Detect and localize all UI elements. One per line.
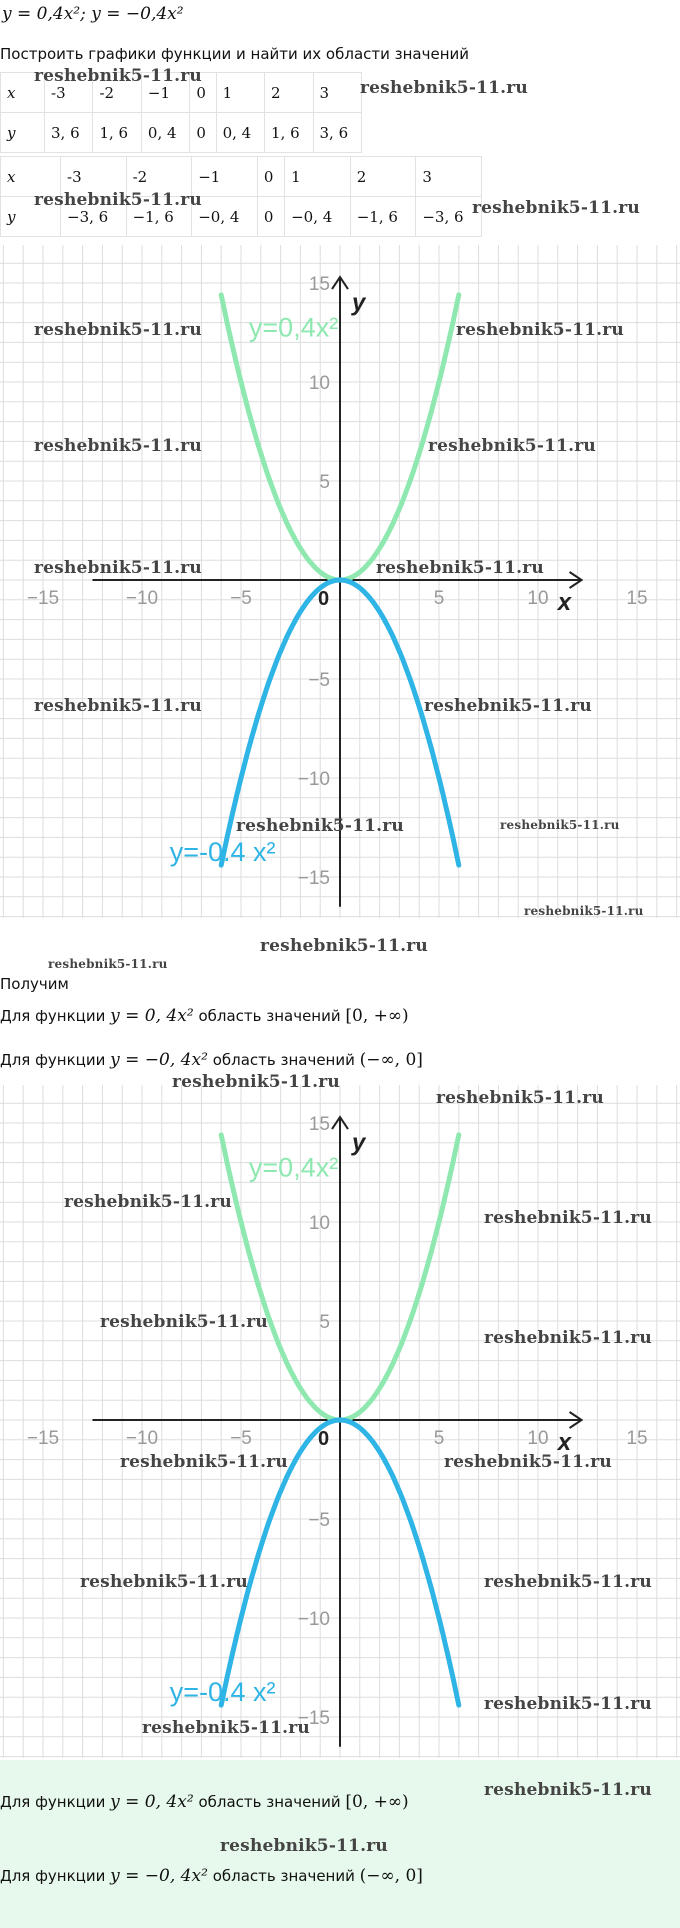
range-formula: y = 0, 4x²	[110, 1006, 194, 1026]
range-line-1-bottom	[0, 1792, 409, 1812]
table-cell: -3	[61, 157, 127, 197]
x-tick-label: 10	[527, 1428, 549, 1449]
table-cell: -2	[126, 157, 192, 197]
watermark: reshebnik5-11.ru	[100, 1312, 268, 1332]
y-tick-label: −5	[308, 1510, 330, 1531]
table-cell: 3	[313, 73, 362, 113]
task-text: Построить графики функции и найти их области значений	[0, 45, 470, 63]
y-tick-label: 15	[308, 274, 330, 295]
y-axis-label: y	[352, 1129, 366, 1157]
watermark: reshebnik5-11.ru	[376, 558, 544, 578]
x-tick-label: −10	[125, 588, 159, 609]
range-line-1	[0, 1006, 409, 1026]
table-header-x: x	[1, 157, 61, 197]
table-cell: 0	[257, 197, 284, 237]
range-line-2	[0, 1050, 423, 1070]
x-tick-label: 10	[527, 588, 549, 609]
table-cell: 1, 6	[265, 113, 313, 153]
table-header-y: y	[1, 113, 45, 153]
table-cell: −3, 6	[416, 197, 482, 237]
table-header-x: x	[1, 73, 45, 113]
table-cell: 0	[190, 73, 216, 113]
range-line-2-bottom	[0, 1866, 423, 1886]
watermark: reshebnik5-11.ru	[34, 696, 202, 716]
watermark: reshebnik5-11.ru	[456, 320, 624, 340]
y-axis-label: y	[352, 289, 366, 317]
table-cell: 2	[265, 73, 313, 113]
watermark: reshebnik5-11.ru	[500, 818, 620, 832]
watermark: reshebnik5-11.ru	[220, 1836, 388, 1856]
origin-label: 0	[318, 1428, 330, 1450]
table-cell: −1	[192, 157, 258, 197]
range-prefix: Для функции	[0, 1051, 106, 1069]
y-tick-label: 5	[319, 472, 330, 493]
table-cell: 0	[257, 157, 284, 197]
watermark: reshebnik5-11.ru	[34, 436, 202, 456]
watermark: reshebnik5-11.ru	[48, 957, 168, 971]
table-cell: 2	[350, 157, 416, 197]
watermark: reshebnik5-11.ru	[34, 190, 202, 210]
range-formula: y = 0, 4x²	[110, 1792, 194, 1812]
watermark: reshebnik5-11.ru	[484, 1572, 652, 1592]
range-prefix: Для функции	[0, 1007, 106, 1025]
y-tick-label: 10	[308, 373, 330, 394]
x-tick-label: −10	[125, 1428, 159, 1449]
x-axis-label: x	[557, 1429, 572, 1456]
range-mid: область значений	[198, 1007, 341, 1025]
table-cell: −3, 6	[61, 197, 127, 237]
range-formula: y = −0, 4x²	[110, 1866, 208, 1886]
range-prefix: Для функции	[0, 1793, 106, 1811]
x-tick-label: 15	[626, 1428, 648, 1449]
table-cell: −1, 6	[126, 197, 192, 237]
watermark: reshebnik5-11.ru	[172, 1072, 340, 1092]
range-formula: y = −0, 4x²	[110, 1050, 208, 1070]
table-cell: −0, 4	[285, 197, 351, 237]
watermark: reshebnik5-11.ru	[260, 936, 428, 956]
x-tick-label: −15	[26, 1428, 60, 1449]
x-axis-label: x	[557, 589, 572, 616]
watermark: reshebnik5-11.ru	[444, 1452, 612, 1472]
x-tick-label: 5	[433, 1428, 445, 1449]
range-value: [0, +∞)	[345, 1006, 409, 1026]
watermark: reshebnik5-11.ru	[360, 78, 528, 98]
watermark: reshebnik5-11.ru	[120, 1452, 288, 1472]
watermark: reshebnik5-11.ru	[484, 1780, 652, 1800]
range-value: (−∞, 0]	[359, 1050, 423, 1070]
table-cell: 1	[216, 73, 264, 113]
watermark: reshebnik5-11.ru	[142, 1718, 310, 1738]
range-mid: область значений	[212, 1867, 355, 1885]
table-cell: 1	[285, 157, 351, 197]
table-cell: −1	[141, 73, 189, 113]
watermark: reshebnik5-11.ru	[424, 696, 592, 716]
table-cell: 3, 6	[45, 113, 93, 153]
y-tick-label: −10	[297, 1609, 330, 1630]
table-cell: −0, 4	[192, 197, 258, 237]
watermark: reshebnik5-11.ru	[64, 1192, 232, 1212]
origin-label: 0	[318, 588, 330, 610]
watermark: reshebnik5-11.ru	[436, 1088, 604, 1108]
watermark: reshebnik5-11.ru	[524, 904, 644, 918]
curve-label-negative: y=-0.4 x²	[169, 837, 276, 868]
x-tick-label: −5	[230, 1428, 252, 1449]
range-mid: область значений	[198, 1793, 341, 1811]
table-row	[1, 113, 362, 153]
table-cell: 0	[190, 113, 216, 153]
x-tick-label: −5	[230, 588, 252, 609]
table-cell: 1, 6	[93, 113, 141, 153]
y-tick-label: 5	[319, 1312, 330, 1333]
x-tick-label: −15	[26, 588, 60, 609]
table-cell: 3, 6	[313, 113, 362, 153]
y-tick-label: −15	[297, 1708, 330, 1729]
watermark: reshebnik5-11.ru	[428, 436, 596, 456]
y-tick-label: −15	[297, 868, 330, 889]
watermark: reshebnik5-11.ru	[34, 320, 202, 340]
range-value: [0, +∞)	[345, 1792, 409, 1812]
table-cell: 0, 4	[141, 113, 189, 153]
table-header-y: y	[1, 197, 61, 237]
watermark: reshebnik5-11.ru	[236, 816, 404, 836]
watermark: reshebnik5-11.ru	[484, 1694, 652, 1714]
table-cell: −1, 6	[350, 197, 416, 237]
curve-label-positive: y=0,4x²	[248, 1152, 339, 1183]
watermark: reshebnik5-11.ru	[34, 66, 202, 86]
y-tick-label: 15	[308, 1114, 330, 1135]
range-prefix: Для функции	[0, 1867, 106, 1885]
table-cell: 3	[416, 157, 482, 197]
x-tick-label: 15	[626, 588, 648, 609]
received-text: Получим	[0, 975, 69, 993]
y-tick-label: −10	[297, 769, 330, 790]
watermark: reshebnik5-11.ru	[484, 1208, 652, 1228]
curve-label-positive: y=0,4x²	[248, 312, 339, 343]
range-mid: область значений	[212, 1051, 355, 1069]
watermark: reshebnik5-11.ru	[34, 558, 202, 578]
table-cell: -3	[45, 73, 93, 113]
curve-label-negative: y=-0.4 x²	[169, 1677, 276, 1708]
equation-line: y = 0,4x²; y = −0,4x²	[2, 4, 184, 24]
table-cell: 0, 4	[216, 113, 264, 153]
graph-2	[0, 1085, 680, 1758]
watermark: reshebnik5-11.ru	[80, 1572, 248, 1592]
y-tick-label: −5	[308, 670, 330, 691]
x-tick-label: 5	[433, 588, 445, 609]
range-value: (−∞, 0]	[359, 1866, 423, 1886]
y-tick-label: 10	[308, 1213, 330, 1234]
parabola-graph-svg	[0, 1085, 680, 1758]
watermark: reshebnik5-11.ru	[484, 1328, 652, 1348]
watermark: reshebnik5-11.ru	[472, 198, 640, 218]
table-cell: -2	[93, 73, 141, 113]
